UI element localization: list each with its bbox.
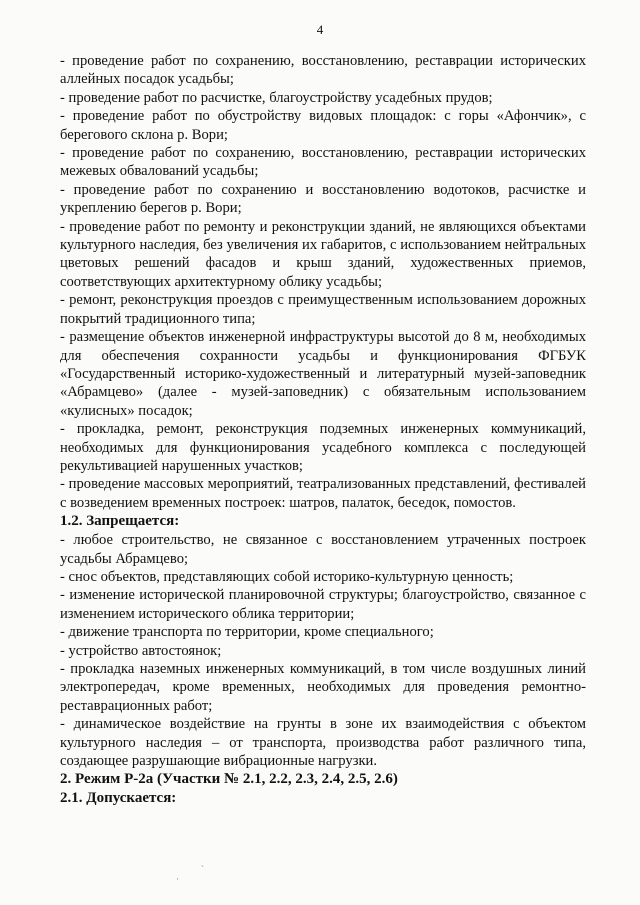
list-item: - размещение объектов инженерной инфраструктуры высотой до 8 м, необходимых для обеспечения сохранности усадьбы и функционирования ФГБУК «Государственный историко-художественный и литературный музей-заповедник «Абрамцево» (далее - музей-заповедник) с обязательным использованием «кулисных» посадок;: [60, 329, 586, 419]
list-item: - проведение работ по сохранению, восстановлению, реставрации исторических межевых обвалований усадьбы;: [60, 145, 586, 180]
section-heading-allowed: 2.1. Допускается:: [60, 790, 177, 807]
list-item: - динамическое воздействие на грунты в зоне их взаимодействия с объектом культурного наследия – от транспорта, производства работ различного типа, создающее разрушающие вибрационные нагрузки.: [60, 716, 586, 770]
scan-speck: ·: [176, 874, 179, 884]
list-item: - проведение работ по расчистке, благоустройству усадебных прудов;: [60, 89, 493, 106]
list-item: - проведение массовых мероприятий, театрализованных представлений, фестивалей с возведением временных построек: шатров, палаток, беседок, помостов.: [60, 476, 586, 511]
section-heading-regime: 2. Режим Р-2а (Участки № 2.1, 2.2, 2.3, 2.4, 2.5, 2.6): [60, 771, 398, 788]
list-item: - любое строительство, не связанное с восстановлением утраченных построек усадьбы Абрамцево;: [60, 532, 586, 567]
list-item: - снос объектов, представляющих собой историко-культурную ценность;: [60, 568, 514, 585]
list-item: - проведение работ по ремонту и реконструкции зданий, не являющихся объектами культурного наследия, без увеличения их габаритов, с использованием нейтральных цветовых решений фасадов и крыш зданий, художественных приемов, соответствующих архитектурному облику усадьбы;: [60, 218, 586, 290]
list-item: - проведение работ по обустройству видовых площадок: с горы «Афончик», с берегового склона р. Вори;: [60, 108, 586, 143]
list-item: - устройство автостоянок;: [60, 642, 222, 659]
list-item: - изменение исторической планировочной структуры; благоустройство, связанное с изменением исторического облика территории;: [60, 587, 586, 622]
list-item: - ремонт, реконструкция проездов с преимущественным использованием дорожных покрытий традиционного типа;: [60, 292, 586, 327]
list-item: - прокладка наземных инженерных коммуникаций, в том числе воздушных линий электропередач, кроме временных, необходимых для проведения ремонтно-реставрационных работ;: [60, 661, 586, 714]
list-item: - прокладка, ремонт, реконструкция подземных инженерных коммуникаций, необходимых для функционирования усадебного комплекса с последующей рекультивацией нарушенных участков;: [60, 421, 586, 474]
page-number: 4: [316, 22, 324, 37]
document-body: [60, 52, 586, 808]
section-heading-prohibited: 1.2. Запрещается:: [60, 513, 180, 530]
scan-speck: ˋ: [201, 864, 204, 874]
list-item: - движение транспорта по территории, кроме специального;: [60, 624, 434, 641]
list-item: - проведение работ по сохранению и восстановлению водотоков, расчистке и укреплению берегов р. Вори;: [60, 181, 586, 217]
list-item: - проведение работ по сохранению, восстановлению, реставрации исторических аллейных посадок усадьбы;: [60, 53, 586, 88]
